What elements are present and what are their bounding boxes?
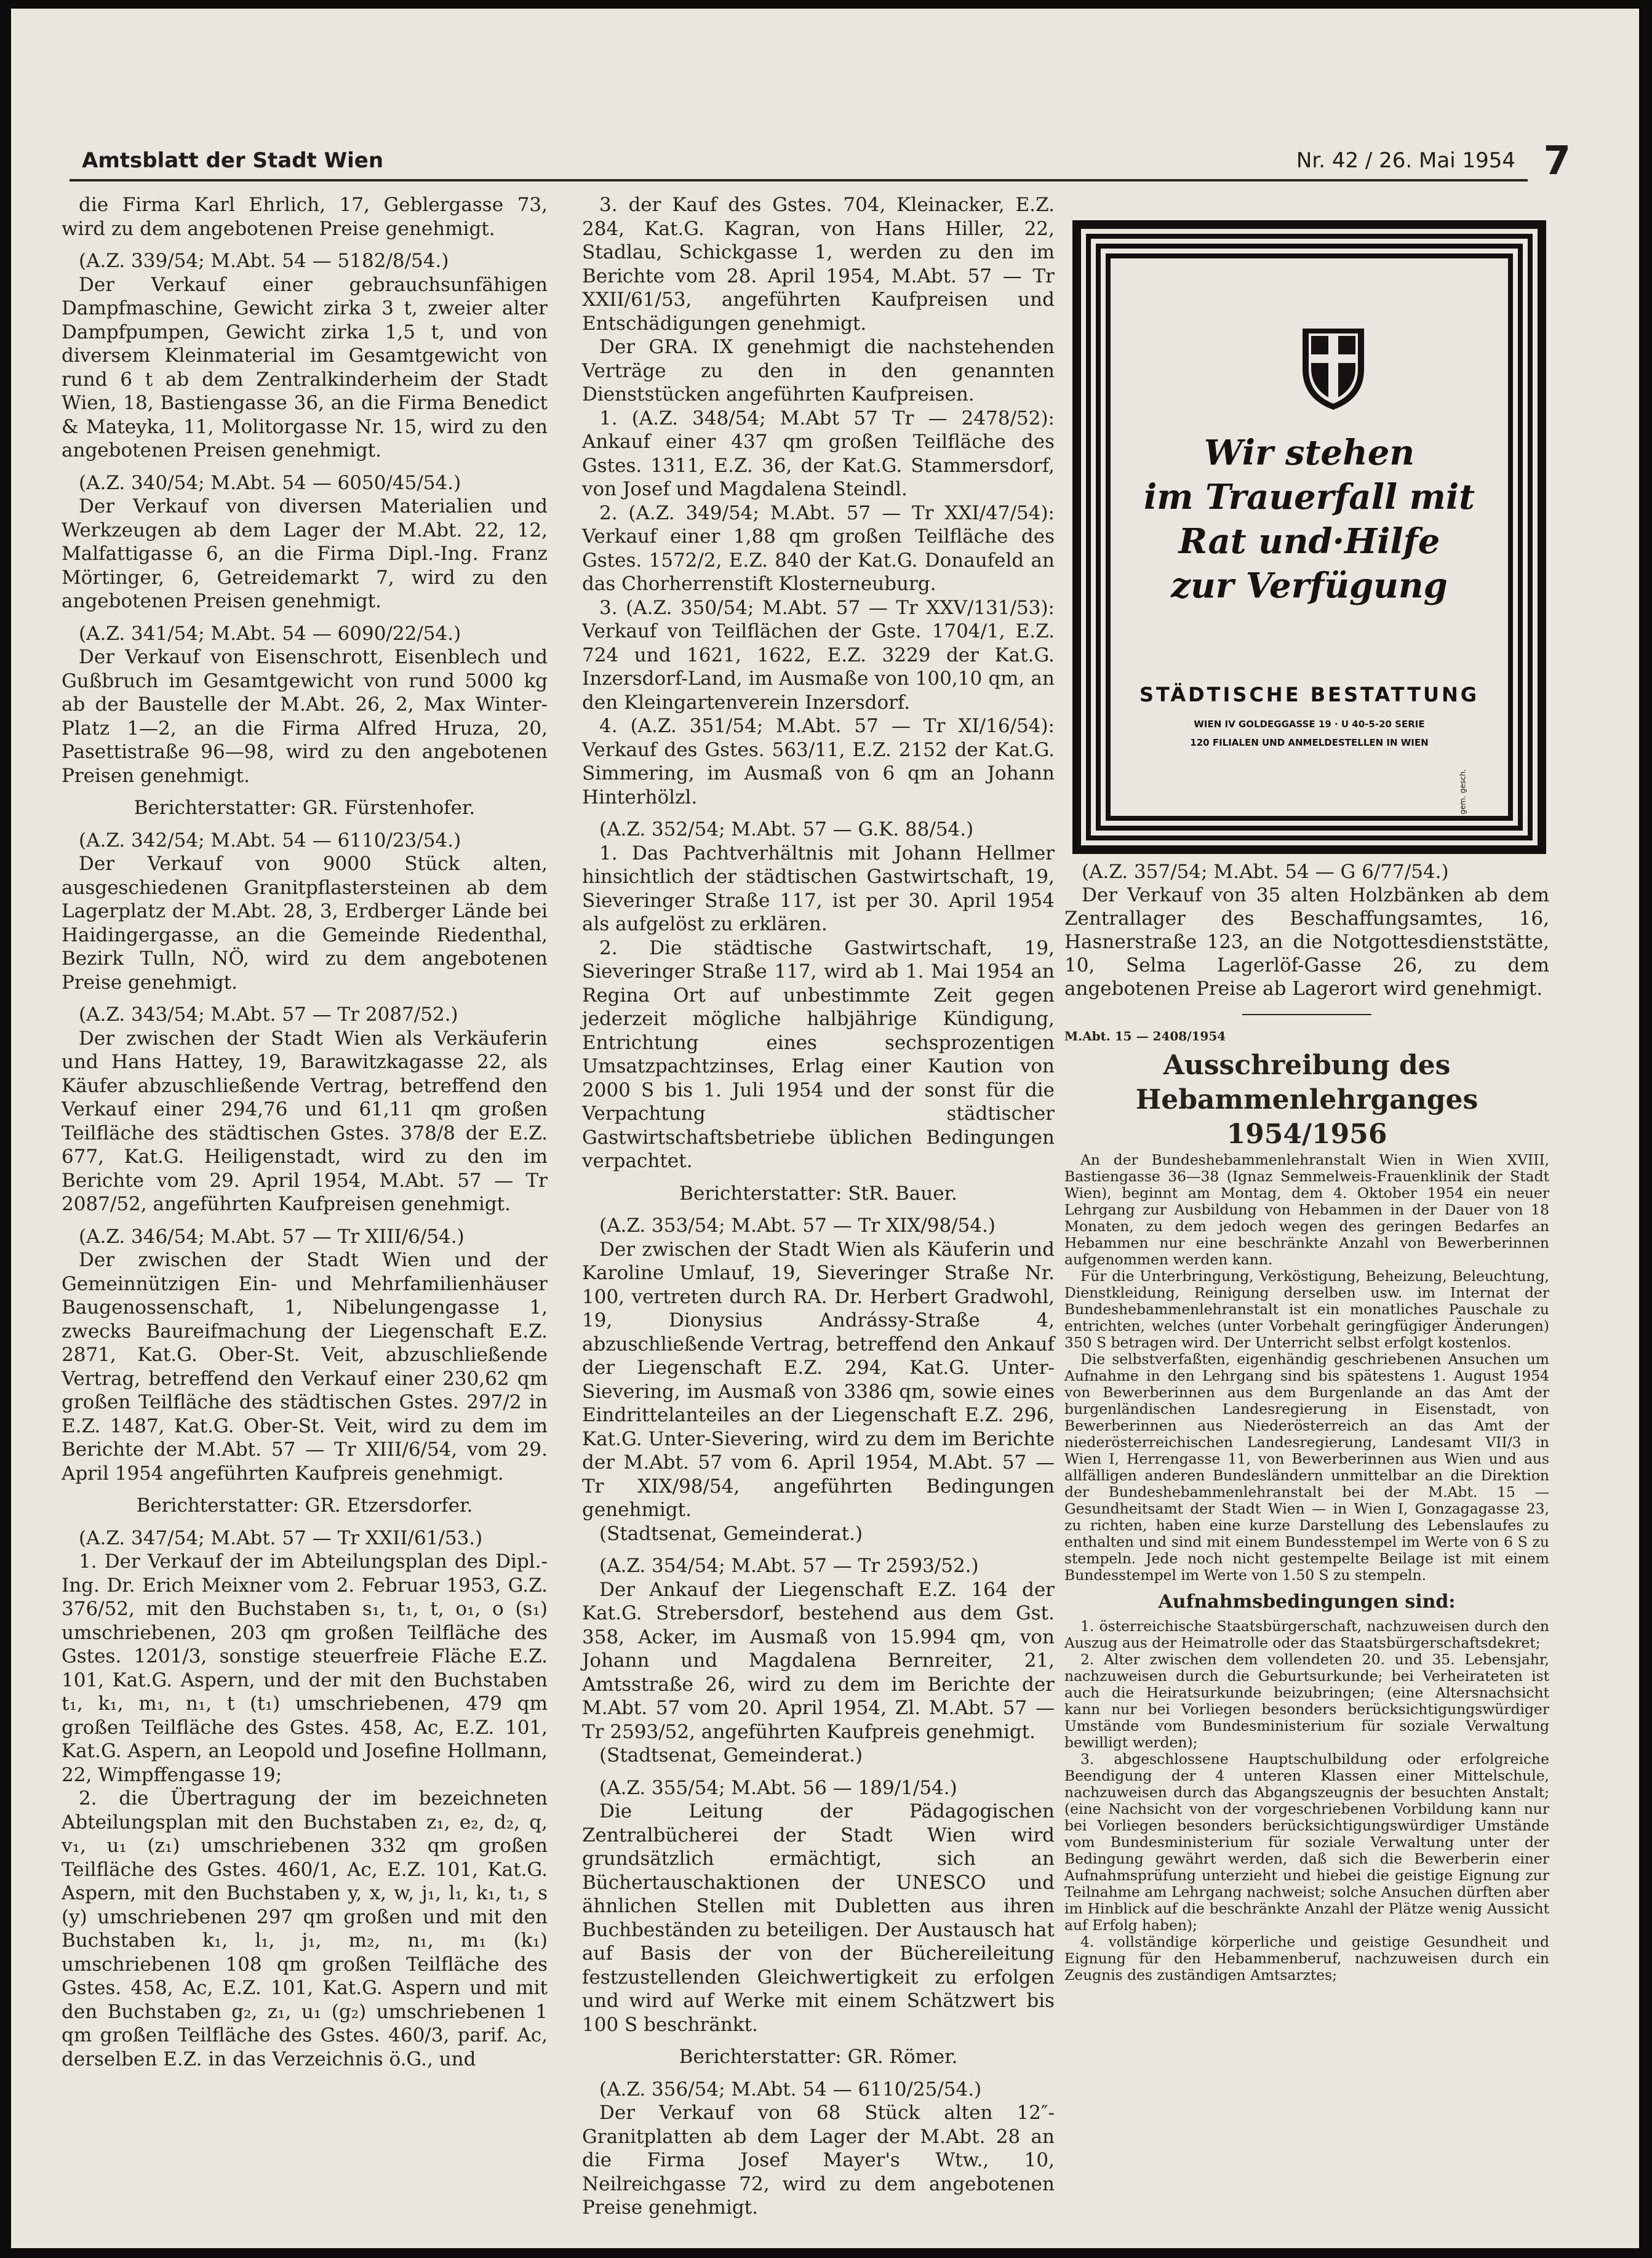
page-header <box>70 135 1571 184</box>
ad-brand: STÄDTISCHE BESTATTUNG <box>1139 683 1480 706</box>
paragraph: Der Verkauf von Eisenschrott, Eisenblech und Gußbruch im Gesamtgewicht von rund 5000 kg ab der Baustelle der M.Abt. 26, 2, Max Winter-Platz 1—2, an die Firma Alfred Hruza, 20, Pasettistraße 96—98, wird zu den angebotenen Preisen genehmigt. <box>62 646 548 787</box>
slogan-line-1: Wir stehen <box>1203 433 1415 473</box>
slogan-line-3: Rat und·Hilfe <box>1178 521 1440 562</box>
issue-date: Nr. 42 / 26. Mai 1954 <box>1296 148 1515 173</box>
paragraph: 1. Das Pachtverhältnis mit Johann Hellmer hinsichtlich der städtischen Gastwirtschaft, 19, Sieveringer Straße 117, ist per 30. April 1954 als aufgelöst zu erklären. <box>582 842 1055 935</box>
reference-number: (A.Z. 339/54; M.Abt. 54 — 5182/8/54.) <box>79 250 449 272</box>
reference-number: (A.Z. 342/54; M.Abt. 54 — 6110/23/54.) <box>79 829 461 852</box>
page-number: 7 <box>1543 138 1571 184</box>
rapporteur-line: Berichterstatter: GR. Römer. <box>679 2046 958 2068</box>
paragraph: Der Verkauf von diversen Materialien und Werkzeugen ab dem Lager der M.Abt. 22, 12, Malfattigasse 6, an die Firma Dipl.-Ing. Franz Mörtinger, 6, Getreidemarkt 7, wird zu den angebotenen Preisen genehmigt. <box>62 495 548 612</box>
ad-address-line-2: 120 FILIALEN UND ANMELDESTELLEN IN WIEN <box>1190 737 1429 748</box>
paragraph: 3. (A.Z. 350/54; M.Abt. 57 — Tr XXV/131/53): Verkauf von Teilflächen der Gste. 1704/1, E.Z. 724 und 1621, 1622, E.Z. 3229 der Kat.G. Inzersdorf-Land, im Ausmaße von 100,10 qm, an den Kleingartenverein Inzersdorf. <box>582 596 1055 714</box>
condition-item: 1. österreichische Staatsbürgerschaft, nachzuweisen durch den Auszug aus der Heimatrolle oder das Staatsbürgerschaftsdekret; <box>1064 1618 1549 1651</box>
announcement-paragraph: Die selbstverfaßten, eigenhändig geschriebenen Ansuchen um Aufnahme in den Lehrgang sind bis spätestens 1. August 1954 von Bewerberinnen aus dem Burgenlande an das Amt der burgenländischen Landesregierung in Eisenstadt, von Bewerberinnen aus Niederösterreich an das Amt der niederösterreichischen Landesregierung, Landesamt VII/3 in Wien I, Herrengasse 11, von Bewerberinnen aus Wien und aus allfälligen anderen Bundesländern unmittelbar an die Direktion der Bundeshebammenlehranstalt bei der M.Abt. 15 — Gesundheitsamt der Stadt Wien — in Wien I, Gonzagagasse 23, zu richten, haben eine kurze Darstellung des Lebenslaufes zu enthalten und sind mit einem Bundesstempel im Werte von 6 S zu stempeln. Jede noch nicht gestempelte Beilage ist mit einem Bundesstempel im Werte von 1.50 S zu stempeln. <box>1064 1350 1549 1584</box>
paragraph: Der zwischen der Stadt Wien als Käuferin und Karoline Umlauf, 19, Sieveringer Straße Nr. 100, vertreten durch RA. Dr. Herbert Gradwohl, 19, Dionysius Andrássy-Straße 4, abzuschließende Vertrag, betreffend den Ankauf der Liegenschaft E.Z. 294, Kat.G. Unter-Sievering, im Ausmaß von 3386 qm, sowie eines Eindrittelanteiles an der Liegenschaft E.Z. 296, Kat.G. Unter-Sievering, wird zu dem im Berichte der M.Abt. 57 vom 6. April 1954, M.Abt. 57 — Tr XIX/98/54, angeführten Bedingungen genehmigt. <box>582 1238 1055 1521</box>
paragraph: (Stadtsenat, Gemeinderat.) <box>599 1522 863 1545</box>
ad-slogan <box>1111 431 1508 608</box>
paragraph: 1. (A.Z. 348/54; M.Abt 57 Tr — 2478/52): Ankauf einer 437 qm großen Teilfläche des Gstes. 1311, E.Z. 36, der Kat.G. Stammersdorf, von Josef und Magdalena Steindl. <box>582 407 1055 500</box>
publication-title: Amtsblatt der Stadt Wien <box>82 148 384 173</box>
reference-number: (A.Z. 343/54; M.Abt. 57 — Tr 2087/52.) <box>79 1003 458 1026</box>
paragraph: Der Verkauf von 35 alten Holzbänken ab dem Zentrallager des Beschaffungsamtes, 16, Hasnerstraße 123, an die Notgottesdienststätte, 10, Selma Lagerlöf-Gasse 26, zu dem angebotenen Preise ab Lagerort wird genehmigt. <box>1064 884 1549 1000</box>
ad-inner <box>1111 258 1508 816</box>
paragraph: Der Ankauf der Liegenschaft E.Z. 164 der Kat.G. Strebersdorf, bestehend aus dem Gst. 358, Acker, im Ausmaß von 15.994 qm, von Johann und Magdalena Bernreiter, 21, Amtsstraße 26, wird zu dem im Berichte der M.Abt. 57 vom 20. April 1954, Zl. M.Abt. 57 — Tr 2593/52, angeführten Kaufpreis genehmigt. <box>582 1578 1055 1743</box>
announcement-paragraph: An der Bundeshebammenlehranstalt Wien in Wien XVIII, Bastiengasse 36—38 (Ignaz Semmelweis-Frauenklinik der Stadt Wien), beginnt am Montag, dem 4. Oktober 1954 ein neuer Lehrgang zur Ausbildung von Hebammen in der Dauer von 18 Monaten, zu dem jedoch wegen des geringen Bedarfes an Hebammen nur eine beschränkte Anzahl von Bewerberinnen aufgenommen werden kann. <box>1064 1151 1549 1268</box>
ad-signature: gem. gesch. <box>1459 769 1467 815</box>
paragraph: 2. (A.Z. 349/54; M.Abt. 57 — Tr XXI/47/54): Verkauf einer 1,88 qm großen Teilfläche des Gstes. 1572/2, E.Z. 840 der Kat.G. Donaufeld an das Chorherrenstift Klosterneuburg. <box>582 501 1055 595</box>
department-reference: M.Abt. 15 — 2408/1954 <box>1064 1029 1226 1043</box>
condition-item: 3. abgeschlossene Hauptschulbildung oder erfolgreiche Beendigung der 4 unteren Klassen einer Mittelschule, nachzuweisen durch das Abgangszeugnis der besuchten Anstalt; (eine Nachsicht von der vorgeschriebenen Vorbildung kann nur bei Vorliegen besonders berücksichtigungswürdiger Umstände vom Bundesministerium für soziale Verwaltung unter der Bedingung gewährt werden, daß sich die Bewerberin einer Aufnahmsprüfung unterzieht und hiebei die geistige Eignung zur Teilnahme am Lehrgang nachweist; solche Ansuchen dürften aber im Hinblick auf die beschränkte Anzahl der Plätze wenig Aussicht auf Erfolg haben); <box>1064 1750 1549 1934</box>
announcement-body <box>1064 1152 1549 1984</box>
paragraph: Der Verkauf von 9000 Stück alten, ausgeschiedenen Granitpflastersteinen ab dem Lagerplatz der M.Abt. 28, 3, Erdberger Lände bei Haidingergasse, an die Gemeinde Riedenthal, Bezirk Tulln, NÖ, wird zu dem angebotenen Preise genehmigt. <box>62 853 548 994</box>
paragraph: Der Verkauf von 68 Stück alten 12″-Granitplatten ab dem Lager der M.Abt. 28 an die Firma Josef Mayer's Wtw., 10, Neilreichgasse 72, wird zu dem angebotenen Preise genehmigt. <box>582 2102 1055 2219</box>
paragraph: Die Leitung der Pädagogischen Zentralbücherei der Stadt Wien wird grundsätzlich ermächtigt, sich an Büchertauschaktionen der UNESCO und ähnlichen Stellen mit Dubletten aus ihren Buchbeständen zu beteiligen. Der Austausch hat auf Basis der von der Büchereileitung festzustellenden Gleichwertigkeit zu erfolgen und wird auf Werke mit einem Schätzwert bis 100 S beschränkt. <box>582 1800 1055 2036</box>
rapporteur-line: Berichterstatter: StR. Bauer. <box>679 1182 957 1205</box>
paragraph: 4. (A.Z. 351/54; M.Abt. 57 — Tr XI/16/54): Verkauf des Gstes. 563/11, E.Z. 2152 der Kat.G. Simmering, im Ausmaß von 6 qm an Johann Hinterhölzl. <box>582 715 1055 808</box>
slogan-line-4: zur Verfügung <box>1171 565 1448 606</box>
article-headline: Ausschreibung des Hebammenlehrganges 1954/1956 <box>1135 1050 1478 1150</box>
header-rule <box>70 179 1528 182</box>
paragraph: 2. Die städtische Gastwirtschaft, 19, Sieveringer Straße 117, wird ab 1. Mai 1954 an Regina Ort auf unbestimmte Zeit gegen jederzeit mögliche halbjährige Kündigung, Entrichtung eines sechsprozentigen Umsatzpachtzinses, Erlag einer Kaution von 2000 S bis 1. Juli 1954 und der sonst für die Verpachtung städtischer Gastwirtschaftsbetriebe üblichen Bedingungen verpachtet. <box>582 936 1055 1172</box>
paragraph: Der GRA. IX genehmigt die nachstehenden Verträge zu den in den genannten Dienststücken angeführten Kaufpreisen. <box>582 336 1055 405</box>
vienna-coat-of-arms-icon <box>1300 326 1367 412</box>
condition-item: 2. Alter zwischen dem vollendeten 20. und 35. Lebensjahr, nachzuweisen durch die Geburtsurkunde; bei Verheirateten ist auch die Heiratsurkunde beizubringen; (eine Altersnachsicht kann nur bei Vorliegen besonders berücksichtigungswürdiger Umstände vom Bundesministerium für soziale Verwaltung bewilligt werden); <box>1064 1651 1549 1751</box>
announcement-paragraph: Für die Unterbringung, Verköstigung, Beheizung, Beleuchtung, Dienstkleidung, Reinigung derselben usw. im Internat der Bundeshebammenlehranstalt ist ein monatliches Pauschale zu entrichten, welches (unter Vorbehalt geringfügiger Änderungen) 350 S betragen wird. Der Unterricht selbst erfolgt kostenlos. <box>1064 1267 1549 1351</box>
reference-number: (A.Z. 347/54; M.Abt. 57 — Tr XXII/61/53.) <box>79 1526 483 1549</box>
ad-address-line-1: WIEN IV GOLDEGGASSE 19 · U 40-5-20 SERIE <box>1194 719 1425 730</box>
paragraph: Der zwischen der Stadt Wien und der Gemeinnützigen Ein- und Mehrfamilienhäuser Baugenossenschaft, 1, Nibelungengasse 1, zwecks Baureifmachung der Liegenschaft E.Z. 2871, Kat.G. Ober-St. Veit, abzuschließende Vertrag, betreffend den Verkauf einer 230,62 qm großen Teilfläche des städtischen Gstes. 297/2 in E.Z. 1487, Kat.G. Ober-St. Veit, wird zu dem im Berichte der M.Abt. 57 — Tr XIII/6/54, vom 29. April 1954 angeführten Kaufpreis genehmigt. <box>62 1249 548 1485</box>
column-3 <box>1064 860 1549 1984</box>
paragraph: 3. der Kauf des Gstes. 704, Kleinacker, E.Z. 284, Kat.G. Kagran, von Hans Hiller, 22, Stadlau, Schickgasse 1, werden zu den im Berichte vom 28. April 1954, M.Abt. 57 — Tr XXII/61/53, angeführten Kaufpreisen und Entschädigungen genehmigt. <box>582 194 1055 335</box>
reference-number: (A.Z. 340/54; M.Abt. 54 — 6050/45/54.) <box>79 471 461 494</box>
paragraph: die Firma Karl Ehrlich, 17, Geblergasse 73, wird zu dem angebotenen Preise genehmigt. <box>62 194 548 240</box>
separator-rule <box>1242 1014 1371 1015</box>
ad-address <box>1111 715 1508 752</box>
paragraph: (Stadtsenat, Gemeinderat.) <box>599 1744 863 1766</box>
reference-number: (A.Z. 341/54; M.Abt. 54 — 6090/22/54.) <box>79 622 461 645</box>
slogan-line-2: im Trauerfall mit <box>1143 477 1475 517</box>
reference-number: (A.Z. 356/54; M.Abt. 54 — 6110/25/54.) <box>599 2078 982 2100</box>
column-2 <box>582 193 1055 2220</box>
reference-number: (A.Z. 354/54; M.Abt. 57 — Tr 2593/52.) <box>599 1555 979 1577</box>
paragraph: Der Verkauf einer gebrauchsunfähigen Dampfmaschine, Gewicht zirka 3 t, zweier alter Dampfpumpen, Gewicht zirka 1,5 t, und von diversem Kleinmaterial im Gesamtgewicht von rund 6 t ab dem Zentralkinderheim der Stadt Wien, 18, Bastiengasse 36, an die Firma Benedict & Mateyka, 11, Molitorgasse Nr. 15, wird zu den angebotenen Preisen genehmigt. <box>62 273 548 461</box>
reference-number: (A.Z. 353/54; M.Abt. 57 — Tr XIX/98/54.) <box>599 1215 996 1237</box>
rapporteur-line: Berichterstatter: GR. Etzersdorfer. <box>136 1494 473 1517</box>
page <box>11 9 1639 2248</box>
reference-number: (A.Z. 357/54; M.Abt. 54 — G 6/77/54.) <box>1082 861 1449 883</box>
paragraph: 1. Der Verkauf der im Abteilungsplan des Dipl.-Ing. Dr. Erich Meixner vom 2. Februar 1953, G.Z. 376/52, mit den Buchstaben s₁, t₁, t, o₁, o (s₁) umschriebenen, 203 qm großen Teilfläche des Gstes. 1201/3, sonstige steuerfreie Fläche E.Z. 101, Kat.G. Aspern, und der mit den Buchstaben t₁, k₁, m₁, n₁, t (t₁) umschriebenen, 479 qm großen Teilfläche des Gstes. 458, Ac, E.Z. 101, Kat.G. Aspern, an Leopold und Josefine Hollmann, 22, Wimpffengasse 19; <box>62 1550 548 1786</box>
funeral-advertisement <box>1072 220 1546 854</box>
reference-number: (A.Z. 346/54; M.Abt. 57 — Tr XIII/6/54.) <box>79 1225 465 1248</box>
condition-item: 4. vollständige körperliche und geistige Gesundheit und Eignung für den Hebammenberuf, nachzuweisen durch ein Zeugnis des zuständigen Amtsarztes; <box>1064 1933 1549 1984</box>
reference-number: (A.Z. 355/54; M.Abt. 56 — 189/1/54.) <box>599 1776 957 1799</box>
paragraph: Der zwischen der Stadt Wien als Verkäuferin und Hans Hattey, 19, Barawitzkagasse 22, als Käufer abzuschließende Vertrag, betreffend den Verkauf einer 294,76 und 61,11 qm großen Teilfläche des städtischen Gstes. 378/8 der E.Z. 677, Kat.G. Heiligenstadt, wird zu den im Berichte vom 29. April 1954, M.Abt. 57 — Tr 2087/52, angeführten Kaufpreisen genehmigt. <box>62 1027 548 1215</box>
conditions-heading: Aufnahmsbedingungen sind: <box>1158 1591 1456 1613</box>
column-1 <box>62 193 548 2071</box>
rapporteur-line: Berichterstatter: GR. Fürstenhofer. <box>134 797 476 819</box>
paragraph: 2. die Übertragung der im bezeichneten Abteilungsplan mit den Buchstaben z₁, e₂, d₂, q, v₁, u₁ (z₁) umschriebenen 332 qm großen Teilfläche des Gstes. 460/1, Ac, E.Z. 101, Kat.G. Aspern, mit den Buchstaben y, x, w, j₁, l₁, k₁, t₁, s (y) umschriebenen 297 qm großen und mit den Buchstaben k₁, l₁, j₁, m₂, n₁, m₁ (k₁) umschriebenen 108 qm großen Teilfläche des Gstes. 458, Ac, E.Z. 101, Kat.G. Aspern und mit den Buchstaben g₂, z₁, u₁ (g₂) umschriebenen 1 qm großen Teilfläche des Gstes. 460/3, parif. Ac, derselben E.Z. in das Verzeichnis ö.G., und <box>62 1787 548 2070</box>
reference-number: (A.Z. 352/54; M.Abt. 57 — G.K. 88/54.) <box>599 818 974 840</box>
